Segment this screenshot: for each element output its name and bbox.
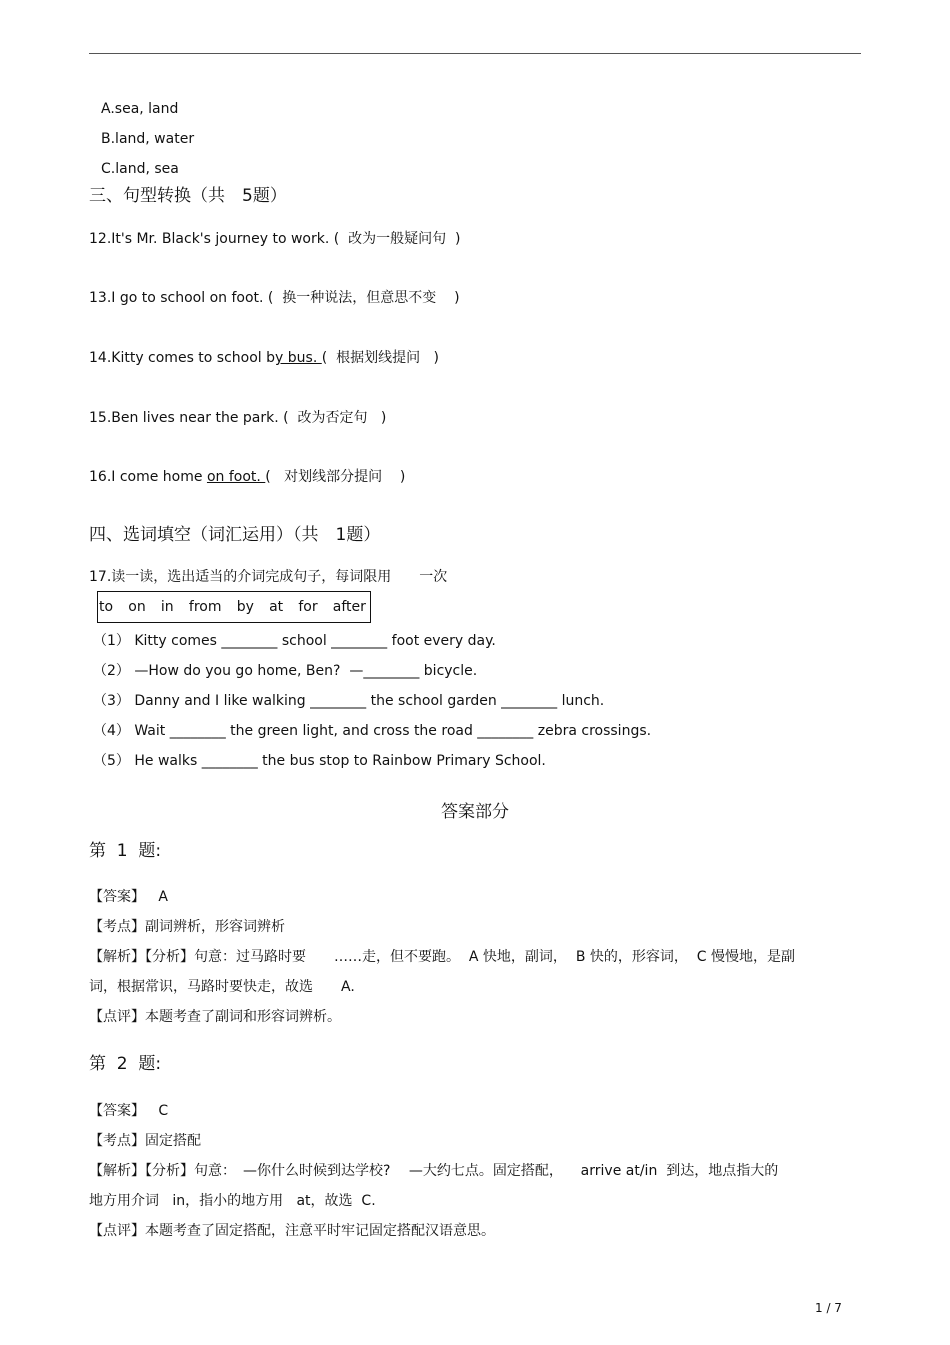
header-rule [89,53,861,54]
answer-q1-analysis: 【解析】【分析】句意：过马路时要 ……走，但不要跑。 A 快地，副词， B 快的，形容词， C 慢慢地，是副 [89,949,796,965]
answer-q2-comment: 【点评】本题考查了固定搭配，注意平时牢记固定搭配汉语意思。 [89,1223,495,1239]
section3-heading: 三、句型转换（共 5题） [89,186,287,206]
question-16: 16.I come home on foot. ( 对划线部分提问 ) [89,469,406,485]
word-bank-word: on [128,599,146,615]
word-bank-word: for [298,599,318,615]
answer-q2-analysis-cont: 地方用介词 in，指小的地方用 at，故选 C. [89,1193,376,1209]
question-12: 12.It's Mr. Black's journey to work. ( 改为一般疑问句 ) [89,231,461,247]
word-bank-word: after [332,599,366,615]
fill-item-1: （1） Kitty comes ________ school ________ foot every day. [93,633,496,649]
fill-item-3: （3） Danny and I like walking ________ the school garden ________ lunch. [93,693,605,709]
question-17: 17.读一读，选出适当的介词完成句子，每词限用 一次 [89,569,448,585]
fill-item-2: （2） —How do you go home, Ben? —________ bicycle. [93,663,478,679]
section4-heading: 四、选词填空（词汇运用）（共 1题） [89,525,381,545]
question-14: 14.Kitty comes to school by bus. ( 根据划线提问 ) [89,350,439,366]
word-bank-word: from [188,599,222,615]
answer-q1-answer: 【答案】 A [89,889,168,905]
fill-item-4: （4） Wait ________ the green light, and cross the road ________ zebra crossings. [93,723,652,739]
answer-q1-point: 【考点】副词辨析，形容词辨析 [89,919,285,935]
option-b: B.land, water [101,131,195,147]
answer-q1-analysis-cont: 词，根据常识，马路时要快走，故选 A. [89,979,355,995]
answer-q1-comment: 【点评】本题考查了副词和形容词辨析。 [89,1009,341,1025]
word-bank-word: in [160,599,174,615]
underlined-phrase: y bus. [275,350,322,366]
word-bank-word: to [99,599,114,615]
answer-section-title: 答案部分 [441,802,509,822]
answer-q2-heading: 第 2 题: [89,1054,162,1074]
answer-q1-heading: 第 1 题: [89,841,162,861]
word-bank-word: by [236,599,254,615]
answer-q2-answer: 【答案】 C [89,1103,169,1119]
page-number: 1 / 7 [815,1301,842,1315]
question-13: 13.I go to school on foot. ( 换一种说法，但意思不变 ) [89,290,460,306]
fill-item-5: （5） He walks ________ the bus stop to Rainbow Primary School. [93,753,546,769]
word-bank-word: at [269,599,284,615]
underlined-phrase: on foot. [206,469,266,485]
answer-q2-analysis: 【解析】【分析】句意： —你什么时候到达学校? —大约七点。固定搭配， arrive at/in 到达，地点指大的 [89,1163,779,1179]
answer-q2-point: 【考点】固定搭配 [89,1133,201,1149]
option-a: A.sea, land [101,101,179,117]
option-c: C.land, sea [101,161,179,177]
word-bank [97,591,371,623]
question-15: 15.Ben lives near the park. ( 改为否定句 ) [89,410,387,426]
